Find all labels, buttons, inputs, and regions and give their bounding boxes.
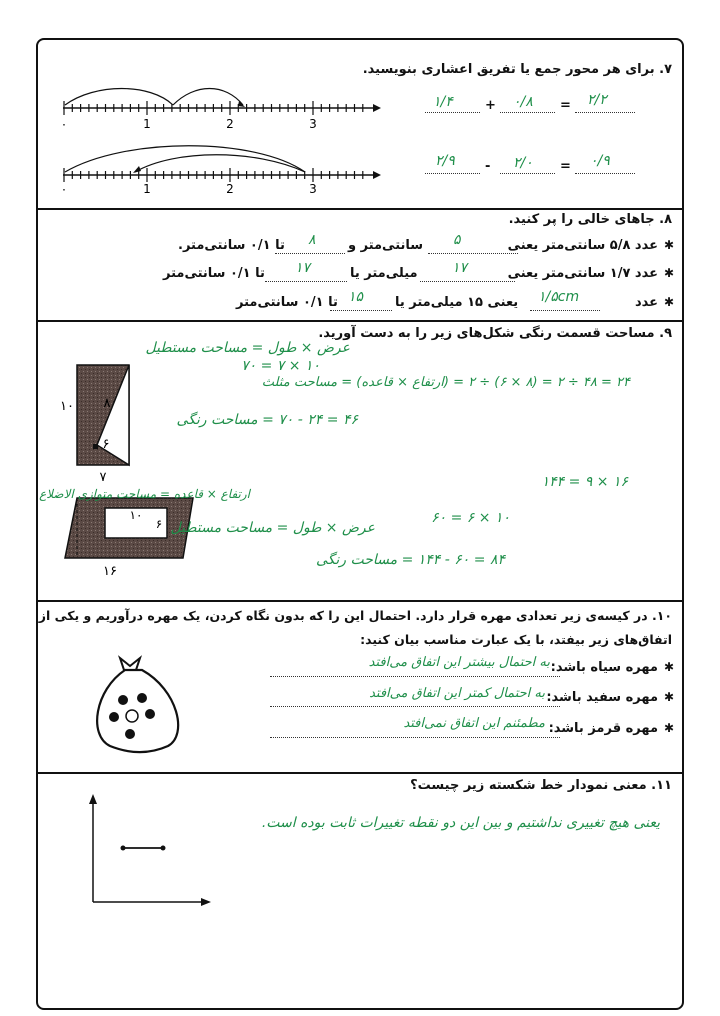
q8-row2-bullet-icon: ✱: [663, 266, 674, 280]
q11-answer: یعنی هیچ تغییری نداشتیم و بین این دو نقطه تغییرات ثابت بوده است.: [261, 815, 660, 831]
q10-item1-label: مهره سیاه باشد:: [550, 660, 658, 675]
q8-row3-p2: یعنی ۱۵ میلی‌متر یا: [395, 295, 519, 310]
q11-title: ۱۱. معنی نمودار خط شکسته زیر چیست؟: [410, 778, 672, 793]
fig2-label-base: ۱۶: [103, 564, 117, 579]
divider-q7-q8: [38, 208, 682, 210]
axis2-label-2: 2: [226, 182, 234, 196]
q7-line2-b: ۲/۰: [513, 155, 533, 171]
q8-row3-bullet-icon: ✱: [663, 295, 674, 309]
q9-work2-line3: عرض × طول = مساحت مستطیل: [170, 520, 375, 536]
q8-row1-p3: تا ۰/۱ سانتی‌متر.: [178, 238, 285, 253]
q8-row2-p3: تا ۰/۱ سانتی‌متر: [163, 266, 265, 281]
q7-line1-op: +: [485, 98, 496, 113]
q8-row2-p2: میلی‌متر یا: [350, 266, 418, 281]
axis2-label-1: 1: [143, 182, 151, 196]
q9-work1-line3: ۲۴ = ۴۸ ÷ ۲ = (۸ × ۶) ÷ ۲ = (ارتفاع × قاعده) = مساحت مثلث: [261, 375, 630, 390]
q8-row1-a2: ۸: [308, 232, 316, 248]
divider-q10-q11: [38, 772, 682, 774]
q9-figure-1: [55, 355, 145, 485]
q10-title-line2: اتفاق‌های زیر بیفتد، با یک عبارت مناسب بیان کنید:: [360, 632, 672, 647]
divider-q9-q10: [38, 600, 682, 602]
q7-line2-result: ۰/۹: [590, 153, 610, 169]
q9-work2-line4: ۱۰ × ۶ = ۶۰: [431, 510, 510, 526]
q10-item3-bullet-icon: ✱: [663, 721, 674, 735]
q8-row3-p3: تا ۰/۱ سانتی‌متر: [236, 295, 338, 310]
fig2-label-inner-side: ۶: [155, 517, 163, 531]
q10-item2-bullet-icon: ✱: [663, 690, 674, 704]
q9-work1-line1: عرض × طول = مساحت مستطیل: [145, 340, 350, 356]
q9-work2-line5: ۸۴ = ۶۰ - ۱۴۴ = مساحت رنگی: [315, 552, 505, 568]
axis2-label-0: ۰: [60, 182, 68, 196]
q10-item1-bullet-icon: ✱: [663, 660, 674, 674]
q9-work2-line1: ارتفاع × قاعده = مساحت متوازی الاضلاع: [39, 487, 250, 501]
q8-row1-p2: سانتی‌متر و: [348, 238, 424, 253]
q7-line1-equation: [425, 92, 655, 120]
divider-q8-q9: [38, 320, 682, 322]
q10-item2-label: مهره سفید باشد:: [546, 690, 658, 705]
q7-line1-result: ۲/۲: [587, 92, 607, 108]
q10-item1-answer: به احتمال بیشتر این اتفاق می‌افتد: [368, 655, 550, 670]
q7-line2-op: -: [485, 159, 491, 174]
q8-row3-p1: عدد: [634, 295, 658, 310]
q8-row2-a1: ۱۷: [452, 260, 468, 276]
q9-work1-line4: ۴۶ = ۲۴ - ۷۰ = مساحت رنگی: [176, 412, 358, 428]
q9-work1-line2: ۱۰ × ۷ = ۷۰: [241, 358, 320, 374]
q9-title: ۹. مساحت قسمت رنگی شکل‌های زیر را به دست آورید.: [318, 326, 672, 341]
q7-line1-b: ۰/۸: [513, 94, 533, 110]
q8-row2-p1: عدد ۱/۷ سانتی‌متر یعنی: [507, 266, 658, 281]
q8-title: ۸. جاهای خالی را پر کنید.: [508, 212, 672, 227]
q7-line2-eq: =: [560, 159, 571, 174]
fig1-label-small: ۶: [102, 437, 110, 452]
q10-title-line1: ۱۰. در کیسه‌ی زیر تعدادی مهره قرار دارد. احتمال این را که بدون نگاه کردن، یک مهره درآوریم و یکی از: [38, 608, 672, 623]
q7-line1-a: ۱/۴: [433, 94, 453, 110]
q8-row3-a1: ۱/۵cm: [538, 289, 580, 305]
q10-item2-answer: به احتمال کمتر این اتفاق می‌افتد: [369, 686, 545, 701]
axis1-label-3: 3: [309, 117, 317, 131]
axis2-label-3: 3: [309, 182, 317, 196]
fig2-label-inner: ۱۰: [129, 508, 143, 522]
q10-item3-label: مهره قرمز باشد:: [548, 721, 658, 736]
q7-line1-eq: =: [560, 98, 571, 113]
q8-row2-a2: ۱۷: [295, 260, 311, 276]
q8-row1-bullet-icon: ✱: [663, 238, 674, 252]
axis1-label-0: ۰: [60, 117, 68, 131]
q11-line-graph: [75, 790, 215, 920]
q7-title: ۷. برای هر محور جمع یا تفریق اعشاری بنویسید.: [362, 62, 672, 77]
q10-item3-answer: مطمئنم این اتفاق نمی‌افتد: [403, 716, 545, 731]
axis1-label-2: 2: [226, 117, 234, 131]
fig1-label-diag: ۸: [103, 396, 111, 411]
q7-line2-equation: [425, 153, 655, 181]
q7-number-line-1: [55, 75, 385, 135]
q8-row1-a1: ۵: [453, 232, 461, 248]
fig1-label-bottom: ۷: [99, 470, 107, 485]
fig1-label-side: ۱۰: [60, 399, 74, 414]
q8-row1-p1: عدد ۵/۸ سانتی‌متر یعنی: [507, 238, 658, 253]
q9-work2-line2: ۱۶ × ۹ = ۱۴۴: [541, 474, 628, 490]
bag-icon: [90, 650, 180, 760]
q8-row3-a2: ۱۵: [348, 289, 364, 305]
axis1-label-1: 1: [143, 117, 151, 131]
q7-number-line-2: [55, 135, 385, 195]
q7-line2-a: ۲/۹: [435, 153, 455, 169]
